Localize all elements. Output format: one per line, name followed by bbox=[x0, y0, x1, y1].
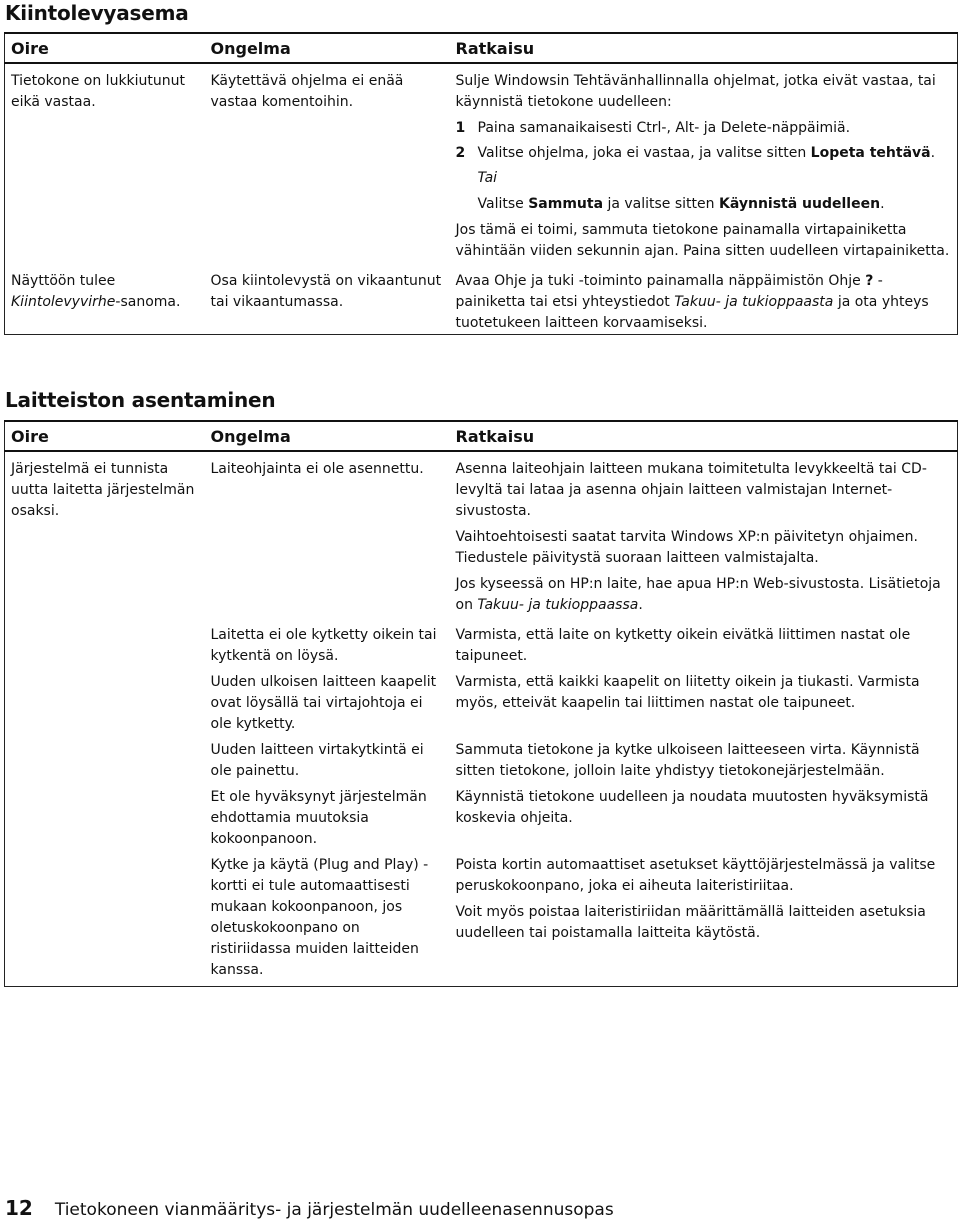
problem-cell: Uuden laitteen virtakytkintä ei ole painettu. bbox=[210, 742, 424, 779]
table-row bbox=[5, 63, 958, 267]
or-label: Tai bbox=[477, 170, 498, 186]
solution-cell: Avaa Ohje ja tuki -toiminto painamalla näppäimistön Ohje ? -painiketta tai etsi yhteystiedot Takuu- ja tukioppaasta ja ota yhteys tuotetukeen laitteen korvaamiseksi. bbox=[455, 273, 929, 331]
hardware-install-table bbox=[4, 420, 958, 987]
header-ongelma: Ongelma bbox=[205, 421, 450, 451]
solution-cell: Käynnistä tietokone uudelleen ja noudata muutosten hyväksymistä koskevia ohjeita. bbox=[455, 789, 929, 826]
page-footer bbox=[5, 1196, 614, 1220]
step-1: 1 Paina samanaikaisesti Ctrl-, Alt- ja Delete-näppäimiä. bbox=[455, 120, 851, 136]
problem-cell: Uuden ulkoisen laitteen kaapelit ovat löysällä tai virtajohtoja ei ole kytketty. bbox=[210, 674, 437, 732]
header-ongelma: Ongelma bbox=[205, 33, 450, 63]
header-oire: Oire bbox=[5, 33, 205, 63]
document-title: Tietokoneen vianmääritys- ja järjestelmän uudelleenasennusopas bbox=[54, 1200, 614, 1220]
alternative-step: Valitse Sammuta ja valitse sitten Käynnistä uudelleen. bbox=[477, 196, 885, 212]
hard-drive-table bbox=[4, 32, 958, 335]
problem-cell: Käytettävä ohjelma ei enää vastaa komentoihin. bbox=[210, 73, 404, 110]
header-oire: Oire bbox=[5, 421, 205, 451]
problem-cell: Kytke ja käytä (Plug and Play) -kortti ei tule automaattisesti mukaan kokoonpanoon, jos oletuskokoonpano on ristiriidassa muiden laitteiden kanssa. bbox=[210, 857, 429, 978]
solution-cell: Asenna laiteohjain laitteen mukana toimitetulta levykkeeltä tai CD-levyltä tai lataa ja asenna ohjain laitteen valmistajan Internet-sivustosta. Vaihtoehtoisesti saatat tarvita Windows XP:n päivitetyn ohjaimen. Tiedustele päivitystä suoraan laitteen valmistajalta. Jos kyseessä on HP:n laite, hae apua HP:n Web-sivustosta. Lisätietoja on Takuu- ja tukioppaassa. bbox=[455, 461, 941, 613]
table-header-row bbox=[5, 421, 958, 451]
problem-cell: Et ole hyväksynyt järjestelmän ehdottamia muutoksia kokoonpanoon. bbox=[210, 789, 427, 847]
problem-cell: Osa kiintolevystä on vikaantunut tai vikaantumassa. bbox=[210, 273, 442, 310]
solution-cell: Sammuta tietokone ja kytke ulkoiseen laitteeseen virta. Käynnistä sitten tietokone, jolloin laite yhdistyy tietokonejärjestelmään. bbox=[455, 742, 920, 779]
page-number: 12 bbox=[5, 1196, 33, 1220]
solution-cell: Varmista, että kaikki kaapelit on liitetty oikein ja tiukasti. Varmista myös, etteivät kaapelin tai liittimen nastat ole taipuneet. bbox=[455, 674, 920, 711]
solution-cell: Poista kortin automaattiset asetukset käyttöjärjestelmässä ja valitse peruskokoonpano, joka ei aiheuta laiteristiriitaa. Voit myös poistaa laiteristiriidan määrittämällä laitteiden asetuksia uudelleen tai poistamalla laitteita käytöstä. bbox=[455, 857, 936, 941]
symptom-cell: Järjestelmä ei tunnista uutta laitetta järjestelmän osaksi. bbox=[11, 461, 195, 519]
symptom-cell: Tietokone on lukkiutunut eikä vastaa. bbox=[11, 73, 186, 110]
problem-cell: Laiteohjainta ei ole asennettu. bbox=[210, 461, 424, 477]
section-heading-hardware-install: Laitteiston asentaminen bbox=[5, 388, 276, 412]
step-2: 2 Valitse ohjelma, joka ei vastaa, ja valitse sitten Lopeta tehtävä. bbox=[455, 145, 936, 161]
header-ratkaisu: Ratkaisu bbox=[450, 421, 958, 451]
symptom-cell: Näyttöön tulee Kiintolevyvirhe-sanoma. bbox=[11, 273, 181, 310]
header-ratkaisu: Ratkaisu bbox=[450, 33, 958, 63]
solution-cell: Sulje Windowsin Tehtävänhallinnalla ohjelmat, jotka eivät vastaa, tai käynnistä tietokone uudelleen: 1 Paina samanaikaisesti Ctrl-, Alt- ja Delete-näppäimiä. 2 Valitse ohjelma, joka ei vastaa, ja valitse sitten Lopeta tehtävä. Tai Valitse Sammuta ja valitse sitten Käynnistä uudelleen. Jos tämä ei toimi, sammuta tietokone painamalla virtapainiketta vähintään viiden sekunnin ajan. Paina sitten uudelleen virtapainiketta. bbox=[455, 73, 950, 259]
table-row bbox=[5, 451, 958, 621]
section-heading-hard-drive: Kiintolevyasema bbox=[5, 1, 189, 25]
table-header-row bbox=[5, 33, 958, 63]
problem-cell: Laitetta ei ole kytketty oikein tai kytkentä on löysä. bbox=[210, 627, 437, 664]
table-row bbox=[5, 267, 958, 335]
solution-cell: Varmista, että laite on kytketty oikein eivätkä liittimen nastat ole taipuneet. bbox=[455, 627, 911, 664]
